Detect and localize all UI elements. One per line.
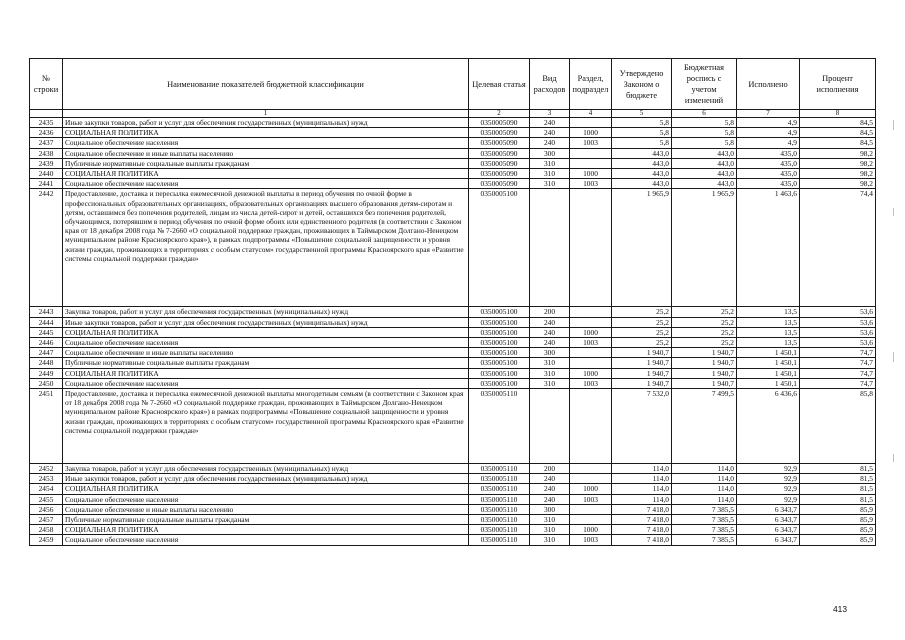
cell-indicator-name: СОЦИАЛЬНАЯ ПОЛИТИКА <box>63 169 469 179</box>
cell-target-article: 0350005100 <box>469 368 530 378</box>
cell-approved: 7 418,0 <box>612 504 672 514</box>
cell-executed: 92,9 <box>737 464 800 474</box>
cell-row-number: 2440 <box>30 169 63 179</box>
cell-section <box>570 515 612 525</box>
cell-row-number: 2450 <box>30 378 63 388</box>
cell-percent: 53,6 <box>800 338 876 348</box>
cell-percent: 53,6 <box>800 307 876 317</box>
cell-expenditure-type: 310 <box>530 368 570 378</box>
cell-approved: 1 940,7 <box>612 358 672 368</box>
cell-approved: 25,2 <box>612 317 672 327</box>
cell-row-number: 2456 <box>30 504 63 514</box>
cell-executed: 13,5 <box>737 338 800 348</box>
scan-edge-mark <box>893 454 894 462</box>
cell-approved: 1 940,7 <box>612 378 672 388</box>
cell-expenditure-type: 240 <box>530 474 570 484</box>
cell-approved: 7 532,0 <box>612 389 672 464</box>
cell-row-number: 2443 <box>30 307 63 317</box>
cell-row-number: 2458 <box>30 525 63 535</box>
cell-executed: 4,9 <box>737 118 800 128</box>
cell-section <box>570 118 612 128</box>
cell-executed: 92,9 <box>737 474 800 484</box>
cell-approved: 443,0 <box>612 148 672 158</box>
cell-executed: 6 343,7 <box>737 515 800 525</box>
cell-indicator-name: СОЦИАЛЬНАЯ ПОЛИТИКА <box>63 128 469 138</box>
cell-row-number: 2457 <box>30 515 63 525</box>
cell-executed: 4,9 <box>737 128 800 138</box>
cell-executed: 1 450,1 <box>737 348 800 358</box>
cell-expenditure-type <box>530 389 570 464</box>
cell-percent: 81,5 <box>800 464 876 474</box>
cell-section: 1000 <box>570 525 612 535</box>
cell-row-number: 2452 <box>30 464 63 474</box>
table-row <box>30 515 876 525</box>
header-row <box>30 59 876 110</box>
cell-executed: 1 450,1 <box>737 378 800 388</box>
cell-expenditure-type: 310 <box>530 169 570 179</box>
cell-indicator-name: Публичные нормативные социальные выплаты гражданам <box>63 358 469 368</box>
cell-indicator-name: СОЦИАЛЬНАЯ ПОЛИТИКА <box>63 368 469 378</box>
table-row <box>30 158 876 168</box>
page-number: 413 <box>833 604 847 614</box>
table-row <box>30 148 876 158</box>
table-row <box>30 338 876 348</box>
cell-indicator-name: Социальное обеспечение населения <box>63 179 469 189</box>
table-row <box>30 378 876 388</box>
cell-approved: 25,2 <box>612 338 672 348</box>
cell-budget-list: 25,2 <box>672 327 737 337</box>
cell-target-article: 0350005100 <box>469 348 530 358</box>
cell-percent: 85,9 <box>800 515 876 525</box>
cell-executed: 435,0 <box>737 179 800 189</box>
cell-budget-list: 25,2 <box>672 317 737 327</box>
cell-section: 1000 <box>570 484 612 494</box>
cell-expenditure-type: 310 <box>530 515 570 525</box>
cell-expenditure-type: 240 <box>530 327 570 337</box>
cell-section: 1003 <box>570 535 612 545</box>
cell-section <box>570 464 612 474</box>
cell-target-article: 0350005090 <box>469 128 530 138</box>
table-row <box>30 307 876 317</box>
cell-target-article: 0350005110 <box>469 515 530 525</box>
cell-indicator-name: Закупка товаров, работ и услуг для обеспечения государственных (муниципальных) нужд <box>63 464 469 474</box>
cell-expenditure-type: 240 <box>530 317 570 327</box>
cell-indicator-name: Иные закупки товаров, работ и услуг для обеспечения государственных (муниципальных) нужд <box>63 118 469 128</box>
cell-executed: 92,9 <box>737 494 800 504</box>
cell-row-number: 2436 <box>30 128 63 138</box>
cell-approved: 7 418,0 <box>612 535 672 545</box>
cell-section: 1003 <box>570 179 612 189</box>
cell-target-article: 0350005100 <box>469 189 530 307</box>
cell-row-number: 2454 <box>30 484 63 494</box>
cell-target-article: 0350005110 <box>469 535 530 545</box>
cell-target-article: 0350005100 <box>469 317 530 327</box>
cell-executed: 1 450,1 <box>737 358 800 368</box>
cell-percent: 81,5 <box>800 494 876 504</box>
cell-expenditure-type: 310 <box>530 525 570 535</box>
table-row <box>30 474 876 484</box>
column-number <box>30 110 63 118</box>
cell-executed: 435,0 <box>737 148 800 158</box>
table-row <box>30 464 876 474</box>
cell-indicator-name: Предоставление, доставка и пересылка ежемесячной денежной выплаты в период обучения по очной форме в профессиональных образовательных организациях, образовательных организациях высшего образования детям-сиротам и детям, оставшимся без попечения родителей, лицам из числа детей-сирот и детей, оставшихся без попечения родителей, обучающимся, потерявшим в период обучения по очной форме обоих или единственного родителя (в соответствии с Законом края от 18 декабря 2008 года № 7-2660 «О социальной поддержке граждан, проживающих в Таймырском Долгано-Ненецком муниципальном районе Красноярского края»), в рамках подпрограммы «Повышение социальной защищенности и уровня жизни граждан, проживающих в территориях с особым статусом» государственной программы Красноярского края «Развитие системы социальной поддержки граждан» <box>63 189 469 307</box>
cell-percent: 98,2 <box>800 148 876 158</box>
cell-budget-list: 25,2 <box>672 338 737 348</box>
cell-executed: 6 436,6 <box>737 389 800 464</box>
cell-budget-list: 7 385,5 <box>672 525 737 535</box>
cell-expenditure-type <box>530 189 570 307</box>
cell-row-number: 2439 <box>30 158 63 168</box>
column-number: 7 <box>737 110 800 118</box>
header-expenditure-type: Вид расходов <box>530 59 570 110</box>
cell-target-article: 0350005100 <box>469 358 530 368</box>
cell-target-article: 0350005110 <box>469 474 530 484</box>
cell-target-article: 0350005110 <box>469 389 530 464</box>
scan-edge-mark <box>893 352 894 362</box>
cell-section <box>570 474 612 484</box>
table-header <box>30 59 876 118</box>
scan-edge-mark <box>893 120 894 130</box>
cell-target-article: 0350005110 <box>469 464 530 474</box>
cell-percent: 98,2 <box>800 179 876 189</box>
cell-indicator-name: Закупка товаров, работ и услуг для обеспечения государственных (муниципальных) нужд <box>63 307 469 317</box>
cell-budget-list: 1 940,7 <box>672 378 737 388</box>
cell-row-number: 2444 <box>30 317 63 327</box>
column-number: 6 <box>672 110 737 118</box>
table-row <box>30 128 876 138</box>
cell-approved: 443,0 <box>612 179 672 189</box>
table-row <box>30 494 876 504</box>
cell-section: 1000 <box>570 169 612 179</box>
table-row <box>30 179 876 189</box>
cell-expenditure-type: 310 <box>530 358 570 368</box>
cell-row-number: 2459 <box>30 535 63 545</box>
cell-indicator-name: Социальное обеспечение населения <box>63 535 469 545</box>
cell-target-article: 0350005090 <box>469 148 530 158</box>
cell-indicator-name: Публичные нормативные социальные выплаты гражданам <box>63 515 469 525</box>
cell-expenditure-type: 240 <box>530 118 570 128</box>
cell-budget-list: 5,8 <box>672 118 737 128</box>
scan-edge-mark <box>893 208 894 216</box>
column-number: 1 <box>63 110 469 118</box>
cell-row-number: 2451 <box>30 389 63 464</box>
cell-indicator-name: Социальное обеспечение населения <box>63 138 469 148</box>
table-row <box>30 169 876 179</box>
cell-row-number: 2455 <box>30 494 63 504</box>
cell-target-article: 0350005090 <box>469 169 530 179</box>
cell-percent: 74,7 <box>800 348 876 358</box>
cell-expenditure-type: 240 <box>530 484 570 494</box>
cell-target-article: 0350005100 <box>469 378 530 388</box>
cell-percent: 85,9 <box>800 504 876 514</box>
cell-budget-list: 7 385,5 <box>672 515 737 525</box>
cell-target-article: 0350005100 <box>469 338 530 348</box>
cell-indicator-name: Социальное обеспечение населения <box>63 494 469 504</box>
cell-section: 1003 <box>570 338 612 348</box>
cell-percent: 74,7 <box>800 358 876 368</box>
cell-expenditure-type: 300 <box>530 504 570 514</box>
cell-indicator-name: Социальное обеспечение и иные выплаты населению <box>63 348 469 358</box>
table-row <box>30 348 876 358</box>
cell-row-number: 2447 <box>30 348 63 358</box>
cell-section <box>570 148 612 158</box>
cell-percent: 84,5 <box>800 118 876 128</box>
cell-approved: 5,8 <box>612 128 672 138</box>
column-number: 3 <box>530 110 570 118</box>
cell-approved: 7 418,0 <box>612 525 672 535</box>
cell-budget-list: 25,2 <box>672 307 737 317</box>
cell-indicator-name: СОЦИАЛЬНАЯ ПОЛИТИКА <box>63 525 469 535</box>
cell-percent: 81,5 <box>800 474 876 484</box>
cell-budget-list: 1 940,7 <box>672 368 737 378</box>
cell-indicator-name: СОЦИАЛЬНАЯ ПОЛИТИКА <box>63 327 469 337</box>
cell-executed: 435,0 <box>737 158 800 168</box>
cell-budget-list: 1 940,7 <box>672 348 737 358</box>
cell-row-number: 2441 <box>30 179 63 189</box>
cell-section <box>570 389 612 464</box>
cell-approved: 114,0 <box>612 494 672 504</box>
cell-approved: 7 418,0 <box>612 515 672 525</box>
cell-row-number: 2442 <box>30 189 63 307</box>
cell-section <box>570 348 612 358</box>
cell-executed: 435,0 <box>737 169 800 179</box>
cell-expenditure-type: 240 <box>530 494 570 504</box>
cell-target-article: 0350005090 <box>469 158 530 168</box>
budget-execution-table <box>29 58 876 546</box>
cell-expenditure-type: 300 <box>530 148 570 158</box>
cell-expenditure-type: 300 <box>530 348 570 358</box>
cell-expenditure-type: 240 <box>530 338 570 348</box>
cell-target-article: 0350005110 <box>469 525 530 535</box>
cell-approved: 1 965,9 <box>612 189 672 307</box>
cell-approved: 25,2 <box>612 307 672 317</box>
cell-section: 1003 <box>570 378 612 388</box>
cell-section <box>570 504 612 514</box>
cell-budget-list: 443,0 <box>672 158 737 168</box>
cell-expenditure-type: 200 <box>530 464 570 474</box>
cell-budget-list: 1 965,9 <box>672 189 737 307</box>
cell-expenditure-type: 240 <box>530 138 570 148</box>
cell-approved: 114,0 <box>612 464 672 474</box>
cell-approved: 443,0 <box>612 169 672 179</box>
cell-expenditure-type: 310 <box>530 378 570 388</box>
cell-budget-list: 7 499,5 <box>672 389 737 464</box>
cell-expenditure-type: 310 <box>530 158 570 168</box>
cell-budget-list: 5,8 <box>672 138 737 148</box>
table-row <box>30 118 876 128</box>
cell-approved: 443,0 <box>612 158 672 168</box>
table-row <box>30 138 876 148</box>
header-percent: Процент исполнения <box>800 59 876 110</box>
cell-approved: 5,8 <box>612 118 672 128</box>
cell-budget-list: 7 385,5 <box>672 504 737 514</box>
cell-expenditure-type: 240 <box>530 128 570 138</box>
table-row <box>30 525 876 535</box>
cell-row-number: 2449 <box>30 368 63 378</box>
header-budget-list: Бюджетная роспись с учетом изменений <box>672 59 737 110</box>
cell-section: 1003 <box>570 494 612 504</box>
column-number: 5 <box>612 110 672 118</box>
table-row <box>30 317 876 327</box>
cell-row-number: 2437 <box>30 138 63 148</box>
cell-percent: 85,9 <box>800 525 876 535</box>
cell-executed: 92,9 <box>737 484 800 494</box>
cell-percent: 81,5 <box>800 484 876 494</box>
cell-target-article: 0350005100 <box>469 307 530 317</box>
cell-expenditure-type: 200 <box>530 307 570 317</box>
cell-percent: 53,6 <box>800 317 876 327</box>
cell-indicator-name: СОЦИАЛЬНАЯ ПОЛИТИКА <box>63 484 469 494</box>
column-number: 8 <box>800 110 876 118</box>
cell-indicator-name: Социальное обеспечение и иные выплаты населению <box>63 148 469 158</box>
cell-budget-list: 443,0 <box>672 179 737 189</box>
cell-section: 1000 <box>570 128 612 138</box>
cell-indicator-name: Социальное обеспечение населения <box>63 378 469 388</box>
cell-executed: 1 450,1 <box>737 368 800 378</box>
cell-percent: 84,5 <box>800 138 876 148</box>
cell-budget-list: 5,8 <box>672 128 737 138</box>
cell-executed: 6 343,7 <box>737 535 800 545</box>
cell-budget-list: 114,0 <box>672 474 737 484</box>
cell-indicator-name: Иные закупки товаров, работ и услуг для обеспечения государственных (муниципальных) нужд <box>63 317 469 327</box>
cell-section <box>570 158 612 168</box>
cell-percent: 74,7 <box>800 368 876 378</box>
cell-target-article: 0350005110 <box>469 494 530 504</box>
cell-expenditure-type: 310 <box>530 535 570 545</box>
cell-percent: 98,2 <box>800 169 876 179</box>
cell-section: 1003 <box>570 138 612 148</box>
column-number: 4 <box>570 110 612 118</box>
cell-indicator-name: Социальное обеспечение и иные выплаты населению <box>63 504 469 514</box>
cell-indicator-name: Предоставление, доставка и пересылка ежемесячной денежной выплаты многодетным семьям (в соответствии с Законом края от 18 декабря 2008 года № 7-2660 «О социальной поддержке граждан, проживающих в Таймырском Долгано-Ненецком муниципальном районе Красноярского края») в рамках подпрограммы «Повышение социальной защищенности и уровня жизни граждан, проживающих в территориях с особым статусом» государственной программы Красноярского края «Развитие системы социальной поддержки граждан» <box>63 389 469 464</box>
cell-budget-list: 1 940,7 <box>672 358 737 368</box>
table-row <box>30 358 876 368</box>
cell-section <box>570 307 612 317</box>
header-target-article: Целевая статья <box>469 59 530 110</box>
cell-section <box>570 358 612 368</box>
cell-executed: 13,5 <box>737 317 800 327</box>
cell-row-number: 2438 <box>30 148 63 158</box>
column-number: 2 <box>469 110 530 118</box>
cell-budget-list: 443,0 <box>672 169 737 179</box>
table-row <box>30 189 876 307</box>
table-row <box>30 327 876 337</box>
cell-section <box>570 189 612 307</box>
cell-row-number: 2435 <box>30 118 63 128</box>
cell-target-article: 0350005110 <box>469 484 530 494</box>
cell-budget-list: 443,0 <box>672 148 737 158</box>
cell-budget-list: 7 385,5 <box>672 535 737 545</box>
cell-indicator-name: Иные закупки товаров, работ и услуг для обеспечения государственных (муниципальных) нужд <box>63 474 469 484</box>
cell-budget-list: 114,0 <box>672 494 737 504</box>
cell-percent: 74,4 <box>800 189 876 307</box>
cell-budget-list: 114,0 <box>672 484 737 494</box>
cell-row-number: 2448 <box>30 358 63 368</box>
cell-executed: 6 343,7 <box>737 504 800 514</box>
cell-percent: 85,8 <box>800 389 876 464</box>
cell-percent: 53,6 <box>800 327 876 337</box>
table-body <box>30 118 876 546</box>
cell-approved: 1 940,7 <box>612 368 672 378</box>
cell-percent: 85,9 <box>800 535 876 545</box>
cell-target-article: 0350005110 <box>469 504 530 514</box>
cell-section <box>570 317 612 327</box>
cell-approved: 1 940,7 <box>612 348 672 358</box>
cell-row-number: 2446 <box>30 338 63 348</box>
column-number-row <box>30 110 876 118</box>
table-row <box>30 535 876 545</box>
cell-section: 1000 <box>570 327 612 337</box>
cell-executed: 13,5 <box>737 307 800 317</box>
cell-percent: 98,2 <box>800 158 876 168</box>
cell-indicator-name: Публичные нормативные социальные выплаты гражданам <box>63 158 469 168</box>
cell-executed: 4,9 <box>737 138 800 148</box>
cell-executed: 6 343,7 <box>737 525 800 535</box>
cell-budget-list: 114,0 <box>672 464 737 474</box>
cell-row-number: 2453 <box>30 474 63 484</box>
table-row <box>30 484 876 494</box>
table-row <box>30 389 876 464</box>
cell-expenditure-type: 310 <box>530 179 570 189</box>
header-executed: Исполнено <box>737 59 800 110</box>
cell-target-article: 0350005090 <box>469 138 530 148</box>
cell-indicator-name: Социальное обеспечение населения <box>63 338 469 348</box>
cell-percent: 84,5 <box>800 128 876 138</box>
header-approved: Утверждено Законом о бюджете <box>612 59 672 110</box>
cell-target-article: 0350005090 <box>469 179 530 189</box>
table-row <box>30 504 876 514</box>
header-row-number: № строки <box>30 59 63 110</box>
cell-approved: 25,2 <box>612 327 672 337</box>
cell-section: 1000 <box>570 368 612 378</box>
header-section: Раздел, подраздел <box>570 59 612 110</box>
cell-percent: 74,7 <box>800 378 876 388</box>
header-indicator-name: Наименование показателей бюджетной классификации <box>63 59 469 110</box>
cell-approved: 114,0 <box>612 474 672 484</box>
cell-executed: 1 463,6 <box>737 189 800 307</box>
cell-row-number: 2445 <box>30 327 63 337</box>
table-row <box>30 368 876 378</box>
cell-approved: 5,8 <box>612 138 672 148</box>
cell-target-article: 0350005090 <box>469 118 530 128</box>
cell-approved: 114,0 <box>612 484 672 494</box>
cell-target-article: 0350005100 <box>469 327 530 337</box>
cell-executed: 13,5 <box>737 327 800 337</box>
